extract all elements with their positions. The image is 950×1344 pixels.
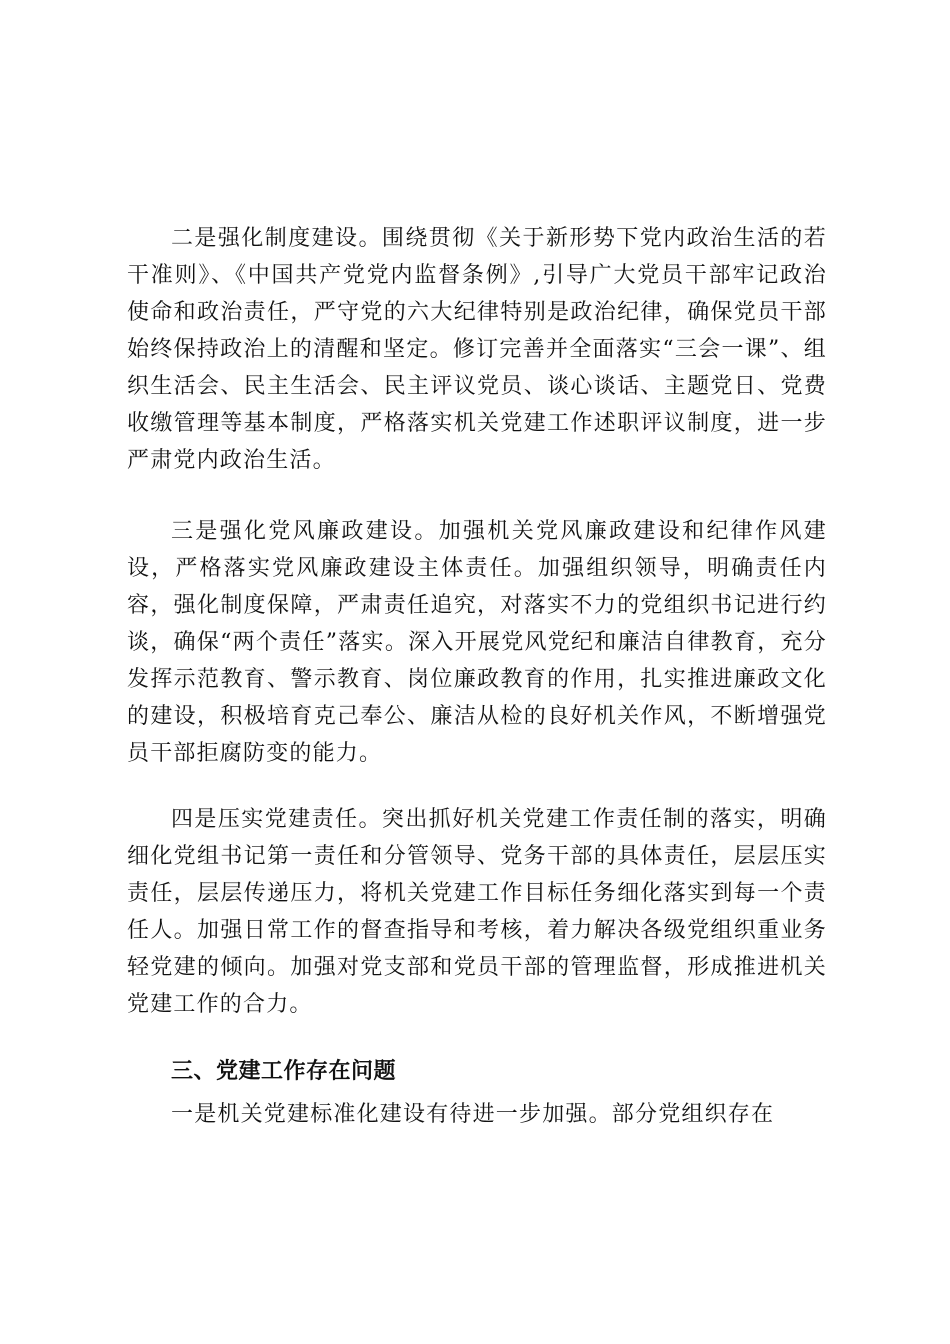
paragraph-standardization-issue: 一是机关党建标准化建设有待进一步加强。部分党组织存在 [171,1102,775,1127]
paragraph-integrity-building: 三是强化党风廉政建设。加强机关党风廉政建设和纪律作风建设，严格落实党风廉政建设主体责任。加强组织领导，明确责任内容，强化制度保障，严肃责任追究，对落实不力的党组织书记进行约谈，确保“两个责任”落实。深入开展党风党纪和廉洁自律教育，充分发挥示范教育、警示教育、岗位廉政教育的作用，扎实推进廉政文化的建设，积极培育克己奉公、廉洁从检的良好机关作风，不断增强党员干部拒腐防变的能力。 [127,519,827,766]
paragraph-party-responsibility: 四是压实党建责任。突出抓好机关党建工作责任制的落实，明确细化党组书记第一责任和分管领导、党务干部的具体责任，层层压实责任，层层传递压力，将机关党建工作目标任务细化落实到每一个责任人。加强日常工作的督查指导和考核，着力解决各级党组织重业务轻党建的倾向。加强对党支部和党员干部的管理监督，形成推进机关党建工作的合力。 [127,807,827,1017]
section-heading: 三、党建工作存在问题 [171,1059,397,1084]
paragraph-institution-building: 二是强化制度建设。围绕贯彻《关于新形势下党内政治生活的若干准则》、《中国共产党党内监督条例》,引导广大党员干部牢记政治使命和政治责任，严守党的六大纪律特别是政治纪律，确保党员干部始终保持政治上的清醒和坚定。修订完善并全面落实“三会一课”、组织生活会、民主生活会、民主评议党员、谈心谈话、主题党日、党费收缴管理等基本制度，严格落实机关党建工作述职评议制度，进一步严肃党内政治生活。 [127,226,827,473]
